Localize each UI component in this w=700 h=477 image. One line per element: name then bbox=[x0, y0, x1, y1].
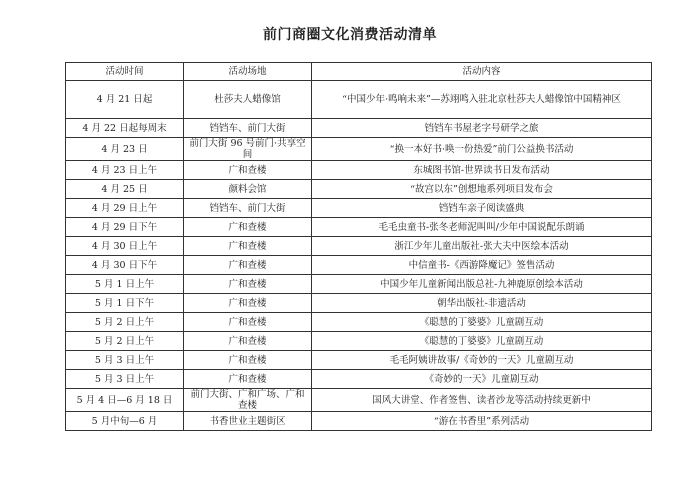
table-row bbox=[66, 138, 652, 161]
cell-time: 5 月 1 日上午 bbox=[66, 275, 184, 294]
table-row bbox=[66, 294, 652, 313]
cell-time: 4 月 25 日 bbox=[66, 180, 184, 199]
cell-time: 4 月 23 日 bbox=[66, 138, 184, 161]
table-row bbox=[66, 389, 652, 412]
cell-time: 4 月 23 日上午 bbox=[66, 161, 184, 180]
cell-venue: 广和查楼 bbox=[184, 256, 312, 275]
cell-content: 浙江少年儿童出版社-张大夫中医绘本活动 bbox=[312, 237, 652, 256]
cell-content: 朝华出版社-非遗活动 bbox=[312, 294, 652, 313]
cell-content: 《聪慧的丁婆婆》儿童剧互动 bbox=[312, 313, 652, 332]
cell-time: 4 月 29 日上午 bbox=[66, 199, 184, 218]
cell-venue: 广和查楼 bbox=[184, 275, 312, 294]
table-row bbox=[66, 180, 652, 199]
table-row bbox=[66, 218, 652, 237]
cell-time: 4 月 22 日起每周末 bbox=[66, 119, 184, 138]
cell-venue: 广和查楼 bbox=[184, 218, 312, 237]
cell-venue: 广和查楼 bbox=[184, 237, 312, 256]
cell-venue: 广和查楼 bbox=[184, 161, 312, 180]
table-row bbox=[66, 412, 652, 431]
cell-time: 5 月 3 日上午 bbox=[66, 351, 184, 370]
header-venue: 活动场地 bbox=[184, 63, 312, 81]
table-row bbox=[66, 237, 652, 256]
cell-venue: 广和查楼 bbox=[184, 351, 312, 370]
table-row bbox=[66, 119, 652, 138]
cell-venue: 铛铛车、前门大街 bbox=[184, 199, 312, 218]
cell-content: 铛铛车书屋老字号研学之旅 bbox=[312, 119, 652, 138]
cell-content: 国风大讲堂、作者签售、读者沙龙等活动持续更新中 bbox=[312, 389, 652, 412]
cell-content: “游在书香里”系列活动 bbox=[312, 412, 652, 431]
cell-venue: 广和查楼 bbox=[184, 294, 312, 313]
cell-content: 毛毛阿姨讲故事/《奇妙的一天》儿童剧互动 bbox=[312, 351, 652, 370]
cell-time: 5 月 4 日—6 月 18 日 bbox=[66, 389, 184, 412]
cell-time: 5 月 2 日上午 bbox=[66, 313, 184, 332]
cell-content: “换一本好书·唤一份热爱”前门公益换书活动 bbox=[312, 138, 652, 161]
cell-venue: 广和查楼 bbox=[184, 332, 312, 351]
header-time: 活动时间 bbox=[66, 63, 184, 81]
cell-content: 中国少年儿童新闻出版总社-九神鹿原创绘本活动 bbox=[312, 275, 652, 294]
cell-content: 东城图书馆-世界读书日发布活动 bbox=[312, 161, 652, 180]
table-row bbox=[66, 275, 652, 294]
table-row bbox=[66, 81, 652, 119]
cell-venue: 铛铛车、前门大街 bbox=[184, 119, 312, 138]
cell-time: 4 月 21 日起 bbox=[66, 81, 184, 119]
cell-venue: 广和查楼 bbox=[184, 313, 312, 332]
cell-venue: 颜料会馆 bbox=[184, 180, 312, 199]
activity-table bbox=[65, 62, 652, 431]
cell-time: 4 月 29 日下午 bbox=[66, 218, 184, 237]
page-title: 前门商圈文化消费活动清单 bbox=[263, 27, 437, 43]
cell-content: 《聪慧的丁婆婆》儿童剧互动 bbox=[312, 332, 652, 351]
cell-content: “中国少年·鸣响未来”—苏翊鸣入驻北京杜莎夫人蜡像馆中国精神区 bbox=[312, 81, 652, 119]
cell-content: 毛毛虫童书-张冬老师泥叫叫/少年中国说配乐朗诵 bbox=[312, 218, 652, 237]
cell-time: 4 月 30 日上午 bbox=[66, 237, 184, 256]
cell-time: 5 月 2 日上午 bbox=[66, 332, 184, 351]
cell-venue: 杜莎夫人蜡像馆 bbox=[184, 81, 312, 119]
table-row bbox=[66, 161, 652, 180]
cell-content: 中信童书-《西游降魔记》签售活动 bbox=[312, 256, 652, 275]
cell-content: 《奇妙的一天》儿童剧互动 bbox=[312, 370, 652, 389]
table-header-row bbox=[66, 63, 652, 81]
header-content: 活动内容 bbox=[312, 63, 652, 81]
cell-venue: 广和查楼 bbox=[184, 370, 312, 389]
table-row bbox=[66, 313, 652, 332]
cell-time: 5 月中旬—6 月 bbox=[66, 412, 184, 431]
cell-time: 5 月 1 日下午 bbox=[66, 294, 184, 313]
cell-content: “故宫以东”创想地系列项目发布会 bbox=[312, 180, 652, 199]
cell-venue: 前门大街 96 号前门·共享空间 bbox=[184, 138, 312, 161]
table-row bbox=[66, 351, 652, 370]
cell-content: 铛铛车亲子阅读盛典 bbox=[312, 199, 652, 218]
cell-venue: 前门大街、广和广场、广和查楼 bbox=[184, 389, 312, 412]
cell-time: 4 月 30 日下午 bbox=[66, 256, 184, 275]
table-row bbox=[66, 370, 652, 389]
cell-venue: 书香世业主题街区 bbox=[184, 412, 312, 431]
table-row bbox=[66, 199, 652, 218]
table-row bbox=[66, 256, 652, 275]
cell-time: 5 月 3 日上午 bbox=[66, 370, 184, 389]
table-row bbox=[66, 332, 652, 351]
